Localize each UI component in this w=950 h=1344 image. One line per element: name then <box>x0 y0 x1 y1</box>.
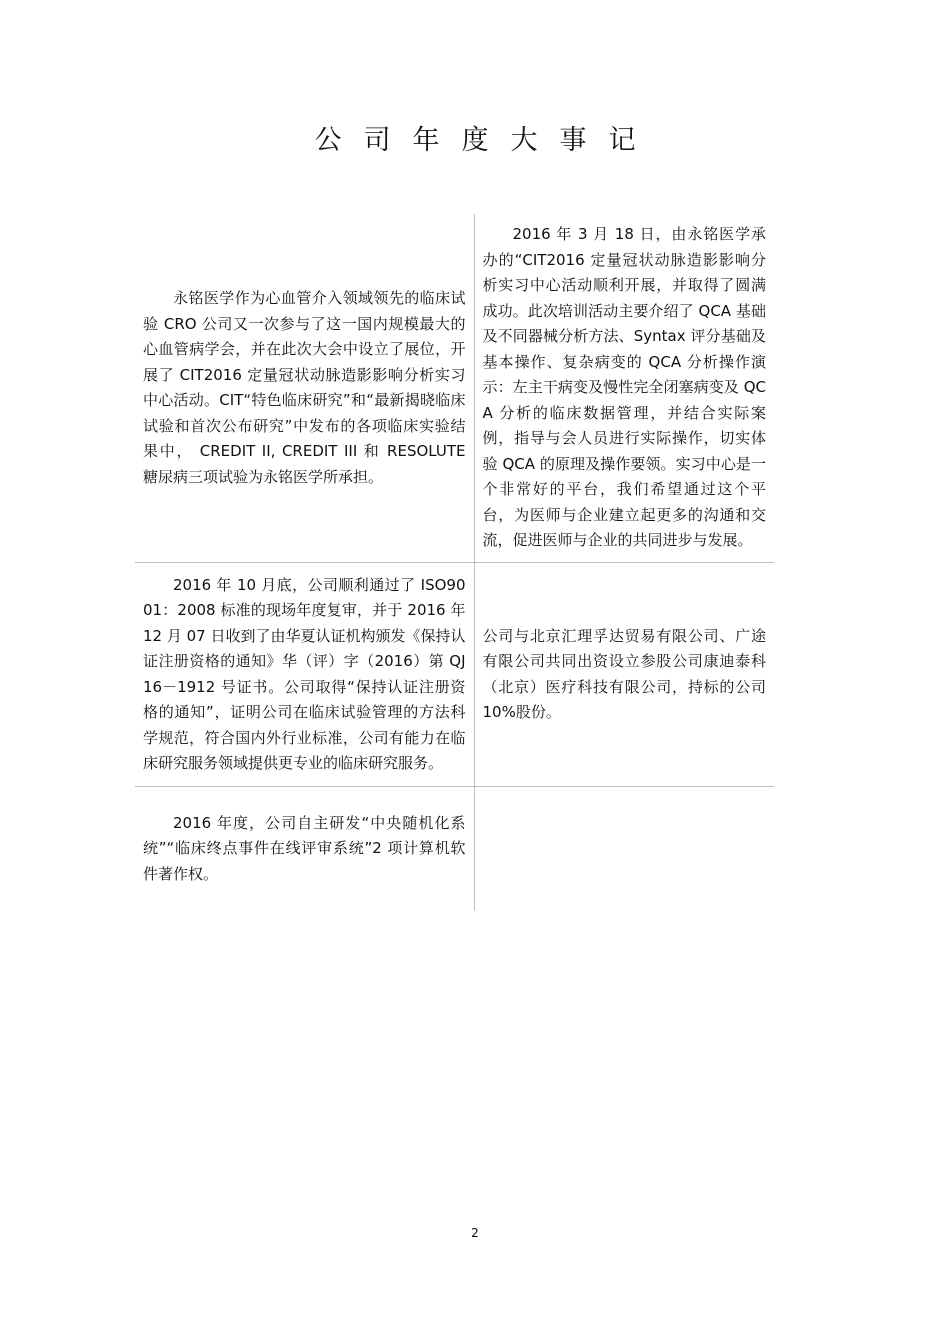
table-row <box>135 787 774 912</box>
table-row <box>135 563 774 787</box>
events-table <box>135 214 774 911</box>
event-cell-right: 公司与北京汇理孚达贸易有限公司、广途有限公司共同出资设立参股公司康迪泰科（北京）医疗科技有限公司，持标的公司 10%股份。 <box>474 563 774 787</box>
page-title: 公司年度大事记 <box>314 125 658 156</box>
page-number: 2 <box>471 1226 479 1240</box>
table-row <box>135 214 774 563</box>
event-cell-left: 2016 年 10 月底，公司顺利通过了 ISO9001：2008 标准的现场年度复审，并于 2016 年 12 月 07 日收到了由华夏认证机构颁发《保持认证注册资格的通知》华（评）字（2016）第 QJ16－1912 号证书。公司取得“保持认证注册资格的通知”，证明公司在临床试验管理的方法科学规范，符合国内外行业标准，公司有能力在临床研究服务领域提供更专业的临床研究服务。 <box>135 563 474 787</box>
event-cell-right: 2016 年 3 月 18 日，由永铭医学承办的“CIT2016 定量冠状动脉造影影响分析实习中心活动顺利开展，并取得了圆满成功。此次培训活动主要介绍了 QCA 基础及不同器械分析方法、Syntax 评分基础及基本操作、复杂病变的 QCA 分析操作演示：左主干病变及慢性完全闭塞病变及 QCA 分析的临床数据管理，并结合实际案例，指导与会人员进行实际操作，切实体验 QCA 的原理及操作要领。实习中心是一个非常好的平台，我们希望通过这个平台，为医师与企业建立起更多的沟通和交流，促进医师与企业的共同进步与发展。 <box>474 214 774 563</box>
event-cell-left: 永铭医学作为心血管介入领域领先的临床试验 CRO 公司又一次参与了这一国内规模最大的心血管病学会，并在此次大会中设立了展位，开展了 CIT2016 定量冠状动脉造影影响分析实习中心活动。CIT“特色临床研究”和“最新揭晓临床试验和首次公布研究”中发布的各项临床实验结果中， CREDIT II, CREDIT III 和 RESOLUTE 糖尿病三项试验为永铭医学所承担。 <box>135 214 474 563</box>
event-cell-right <box>474 787 774 912</box>
event-cell-left: 2016 年度，公司自主研发“中央随机化系统”“临床终点事件在线评审系统”2 项计算机软件著作权。 <box>135 787 474 912</box>
